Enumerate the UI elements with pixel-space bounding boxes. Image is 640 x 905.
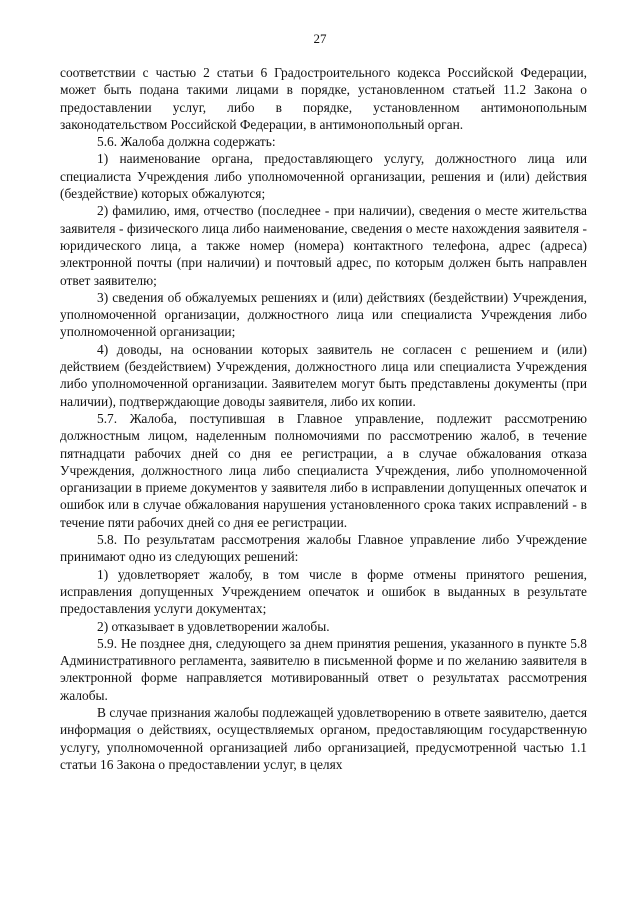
paragraph: 4) доводы, на основании которых заявитель не согласен с решением и (или) действием (бездействием) Учреждения, должностного лица или специалиста Учреждения либо уполномоченной организации. Заявителем могут быть представлены документы (при наличии), подтверждающие доводы заявителя, либо их копии. bbox=[60, 341, 587, 409]
paragraph: 3) сведения об обжалуемых решениях и (или) действиях (бездействии) Учреждения, уполномоченной организации, должностного лица или специалиста Учреждения либо уполномоченной организации; bbox=[60, 289, 587, 340]
paragraph: 1) наименование органа, предоставляющего услугу, должностного лица или специалиста Учреждения либо уполномоченной организации, решения и (или) действия (бездействие) которых обжалуются; bbox=[60, 151, 587, 202]
document-body bbox=[60, 64, 587, 773]
paragraph: соответствии с частью 2 статьи 6 Градостроительного кодекса Российской Федерации, может быть подана такими лицами в порядке, установленном статьей 11.2 Закона о предоставлении услуг, либо в порядке, установленном антимонопольным законодательством Российской Федерации, в антимонопольный орган. bbox=[60, 65, 587, 132]
paragraph: 5.8. По результатам рассмотрения жалобы Главное управление либо Учреждение принимают одно из следующих решений: bbox=[60, 532, 587, 565]
page-number: 27 bbox=[313, 31, 327, 46]
paragraph: 1) удовлетворяет жалобу, в том числе в форме отмены принятого решения, исправления допущенных Учреждением опечаток и ошибок в выданных в результате предоставления услуги документах; bbox=[60, 566, 587, 617]
paragraph: 5.7. Жалоба, поступившая в Главное управление, подлежит рассмотрению должностным лицом, наделенным полномочиями по рассмотрению жалоб, в течение пятнадцати рабочих дней со дня ее регистрации, а в случае обжалования отказа Учреждения, должностного лица либо специалиста Учреждения, либо уполномоченной организации в приеме документов у заявителя либо в исправлении допущенных опечаток и ошибок или в случае обжалования нарушения установленного срока таких исправлений - в течение пяти рабочих дней со дня ее регистрации. bbox=[60, 410, 587, 530]
paragraph: 5.6. Жалоба должна содержать: bbox=[97, 134, 276, 150]
paragraph: 2) фамилию, имя, отчество (последнее - при наличии), сведения о месте жительства заявителя - физического лица либо наименование, сведения о месте нахождения заявителя - юридического лица, а также номер (номера) контактного телефона, адрес (адреса) электронной почты (при наличии) и почтовый адрес, по которым должен быть направлен ответ заявителю; bbox=[60, 203, 587, 288]
paragraph: 5.9. Не позднее дня, следующего за днем принятия решения, указанного в пункте 5.8 Административного регламента, заявителю в письменной форме и по желанию заявителя в электронной форме направляется мотивированный ответ о результатах рассмотрения жалобы. bbox=[60, 635, 587, 703]
paragraph: 2) отказывает в удовлетворении жалобы. bbox=[97, 618, 330, 634]
paragraph: В случае признания жалобы подлежащей удовлетворению в ответе заявителю, дается информация о действиях, осуществляемых органом, предоставляющим государственную услугу, уполномоченной организацией либо организацией, предусмотренной частью 1.1 статьи 16 Закона о предоставлении услуг, в целях bbox=[60, 704, 587, 772]
